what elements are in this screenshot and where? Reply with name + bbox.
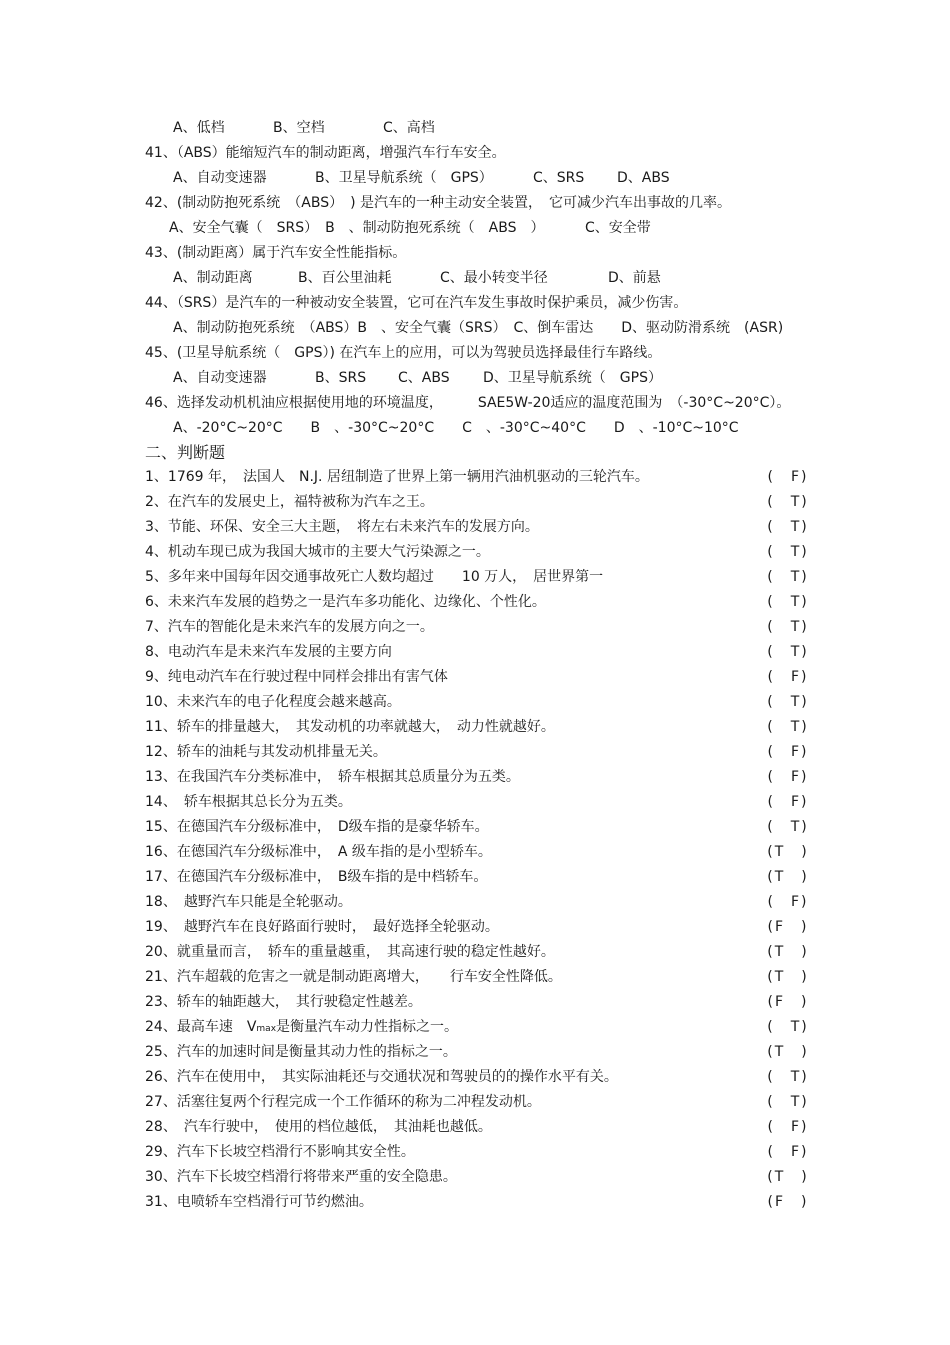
tf-answer: ( T)	[767, 694, 809, 710]
tf-item	[145, 990, 810, 1015]
tf-question	[145, 1015, 458, 1042]
tf-answer: ( F)	[767, 794, 809, 810]
tf-answer: ( T)	[767, 544, 809, 560]
tf-answer: ( T)	[767, 819, 809, 835]
question-46	[145, 391, 810, 416]
tf-answer: ( F)	[767, 669, 809, 685]
tf-question: 11、轿车的排量越大， 其发动机的功率就越大， 动力性就越好。	[145, 719, 555, 735]
tf-item	[145, 590, 810, 615]
tf-question: 27、活塞往复两个行程完成一个工作循环的称为二冲程发动机。	[145, 1094, 541, 1110]
tf-answer: ( F)	[767, 469, 809, 485]
tf-answer: ( F)	[767, 894, 809, 910]
question-42	[145, 191, 810, 216]
tf-answer: ( F)	[767, 744, 809, 760]
option-row-46	[145, 416, 810, 441]
question-text: 44、（SRS）是汽车的一种被动安全装置，它可在汽车发生事故时保护乘员，减少伤害。	[145, 295, 688, 311]
option-c: C、高档	[383, 120, 435, 136]
tf-answer: ( T)	[767, 494, 809, 510]
tf-item	[145, 1090, 810, 1115]
option-c: C、SRS	[533, 170, 585, 186]
option-a: A、低档	[173, 120, 225, 136]
question-44	[145, 291, 810, 316]
tf-item	[145, 790, 810, 815]
tf-question-subscript: max	[256, 1024, 277, 1034]
tf-question: 12、轿车的油耗与其发动机排量无关。	[145, 744, 387, 760]
tf-item	[145, 840, 810, 865]
tf-item	[145, 1190, 810, 1215]
tf-item	[145, 890, 810, 915]
tf-question: 15、在德国汽车分级标准中， D级车指的是豪华轿车。	[145, 819, 489, 835]
question-text: 46、选择发动机机油应根据使用地的环境温度， SAE5W-20适应的温度范围为 （-30°C~20°C）。	[145, 395, 791, 411]
tf-answer: ( T)	[767, 644, 809, 660]
tf-answer: (T )	[767, 944, 809, 960]
question-text: 45、(卫星导航系统（ GPS）) 在汽车上的应用，可以为驾驶员选择最佳行车路线。	[145, 345, 662, 361]
tf-item	[145, 1015, 810, 1040]
tf-item	[145, 940, 810, 965]
tf-item	[145, 1140, 810, 1165]
tf-question: 10、未来汽车的电子化程度会越来越高。	[145, 694, 401, 710]
tf-item	[145, 1165, 810, 1190]
option-row-42	[145, 216, 810, 241]
option-abcd: A、制动防抱死系统 （ABS）B 、安全气囊（SRS） C、倒车雷达 D、驱动防滑系统 (ASR)	[173, 320, 784, 336]
option-c: C、ABS	[398, 370, 450, 386]
tf-question: 5、多年来中国每年因交通事故死亡人数均超过 10 万人， 居世界第一	[145, 569, 604, 585]
tf-question: 23、轿车的轴距越大， 其行驶稳定性越差。	[145, 994, 422, 1010]
option-b: B、空档	[273, 120, 325, 136]
question-45	[145, 341, 810, 366]
tf-question: 2、在汽车的发展史上，福特被称为汽车之王。	[145, 494, 434, 510]
option-d: D、前悬	[608, 270, 661, 286]
question-43	[145, 241, 810, 266]
tf-item	[145, 740, 810, 765]
tf-question: 30、汽车下长坡空档滑行将带来严重的安全隐患。	[145, 1169, 457, 1185]
tf-question: 26、汽车在使用中， 其实际油耗还与交通状况和驾驶员的的操作水平有关。	[145, 1069, 618, 1085]
tf-item	[145, 715, 810, 740]
option-ab: A、安全气囊（ SRS） B 、制动防抱死系统（ ABS ）	[169, 220, 545, 236]
tf-answer: ( F)	[767, 769, 809, 785]
option-row-43	[145, 266, 810, 291]
tf-item	[145, 640, 810, 665]
tf-question: 28、 汽车行驶中， 使用的档位越低， 其油耗也越低。	[145, 1119, 492, 1135]
option-row-41	[145, 166, 810, 191]
tf-question: 1、1769 年， 法国人 N.J. 居纽制造了世界上第一辆用汽油机驱动的三轮汽车。	[145, 469, 649, 485]
tf-item	[145, 965, 810, 990]
option-d: D、ABS	[617, 170, 670, 186]
question-text: 41、（ABS）能缩短汽车的制动距离，增强汽车行车安全。	[145, 145, 506, 161]
tf-item	[145, 665, 810, 690]
tf-item	[145, 540, 810, 565]
tf-question: 4、机动车现已成为我国大城市的主要大气污染源之一。	[145, 544, 490, 560]
tf-question: 17、在德国汽车分级标准中， B级车指的是中档轿车。	[145, 869, 488, 885]
tf-question: 3、节能、环保、安全三大主题， 将左右未来汽车的发展方向。	[145, 519, 539, 535]
tf-question: 8、电动汽车是未来汽车发展的主要方向	[145, 644, 392, 660]
tf-question-part2: 是衡量汽车动力性指标之一。	[276, 1019, 459, 1035]
tf-item	[145, 515, 810, 540]
option-b: B、百公里油耗	[298, 270, 392, 286]
question-text: 43、(制动距离）属于汽车安全性能指标。	[145, 245, 407, 261]
option-abcd: A、-20°C~20°C B 、-30°C~20°C C 、-30°C~40°C D 、-10°C~10°C	[173, 420, 739, 436]
tf-answer: ( F)	[767, 1119, 809, 1135]
tf-answer: ( T)	[767, 1069, 809, 1085]
option-b: B、SRS	[315, 370, 367, 386]
tf-answer: (T )	[767, 969, 809, 985]
tf-item	[145, 1040, 810, 1065]
tf-question: 13、在我国汽车分类标准中， 轿车根据其总质量分为五类。	[145, 769, 520, 785]
tf-item	[145, 1115, 810, 1140]
option-a: A、自动变速器	[173, 170, 267, 186]
option-d: D、卫星导航系统（ GPS）	[483, 370, 662, 386]
tf-item	[145, 915, 810, 940]
tf-answer: ( T)	[767, 619, 809, 635]
tf-question: 9、纯电动汽车在行驶过程中同样会排出有害气体	[145, 669, 448, 685]
tf-answer: ( T)	[767, 719, 809, 735]
tf-answer: (T )	[767, 1169, 809, 1185]
section-title: 二、判断题	[145, 443, 226, 462]
tf-answer: (T )	[767, 844, 809, 860]
option-c: C、安全带	[585, 220, 651, 236]
tf-answer: ( T)	[767, 1094, 809, 1110]
tf-answer: ( T)	[767, 1019, 809, 1035]
tf-answer: ( F)	[767, 1144, 809, 1160]
tf-item	[145, 690, 810, 715]
tf-item	[145, 565, 810, 590]
tf-question: 6、未来汽车发展的趋势之一是汽车多功能化、边缘化、个性化。	[145, 594, 546, 610]
option-c: C、最小转变半径	[440, 270, 548, 286]
question-41	[145, 141, 810, 166]
tf-question: 19、 越野汽车在良好路面行驶时， 最好选择全轮驱动。	[145, 919, 499, 935]
tf-question: 25、汽车的加速时间是衡量其动力性的指标之一。	[145, 1044, 457, 1060]
tf-question: 29、汽车下长坡空档滑行不影响其安全性。	[145, 1144, 415, 1160]
tf-question: 18、 越野汽车只能是全轮驱动。	[145, 894, 352, 910]
tf-answer: (F )	[767, 919, 809, 935]
tf-answer: (T )	[767, 1044, 809, 1060]
tf-answer: ( T)	[767, 594, 809, 610]
tf-question: 16、在德国汽车分级标准中， A 级车指的是小型轿车。	[145, 844, 492, 860]
tf-item	[145, 765, 810, 790]
tf-answer: (F )	[767, 994, 809, 1010]
tf-item	[145, 865, 810, 890]
tf-question-part1: 24、最高车速 V	[145, 1019, 257, 1035]
tf-item	[145, 490, 810, 515]
tf-answer: ( T)	[767, 569, 809, 585]
tf-answer: (T )	[767, 869, 809, 885]
tf-question: 20、就重量而言， 轿车的重量越重， 其高速行驶的稳定性越好。	[145, 944, 555, 960]
tf-question: 7、汽车的智能化是未来汽车的发展方向之一。	[145, 619, 434, 635]
option-a: A、制动距离	[173, 270, 253, 286]
option-a: A、自动变速器	[173, 370, 267, 386]
tf-item	[145, 1065, 810, 1090]
option-b: B、卫星导航系统（ GPS）	[315, 170, 493, 186]
question-text: 42、(制动防抱死系统 （ABS） ) 是汽车的一种主动安全装置， 它可减少汽车出事故的几率。	[145, 195, 732, 211]
tf-item	[145, 465, 810, 490]
tf-answer: ( T)	[767, 519, 809, 535]
tf-question: 21、汽车超载的危害之一就是制动距离增大， 行车安全性降低。	[145, 969, 562, 985]
option-row-40	[145, 116, 810, 141]
tf-question: 14、 轿车根据其总长分为五类。	[145, 794, 352, 810]
tf-item	[145, 615, 810, 640]
tf-item	[145, 815, 810, 840]
tf-answer: (F )	[767, 1194, 809, 1210]
option-row-45	[145, 366, 810, 391]
option-row-44	[145, 316, 810, 341]
tf-question: 31、电喷轿车空档滑行可节约燃油。	[145, 1194, 373, 1210]
